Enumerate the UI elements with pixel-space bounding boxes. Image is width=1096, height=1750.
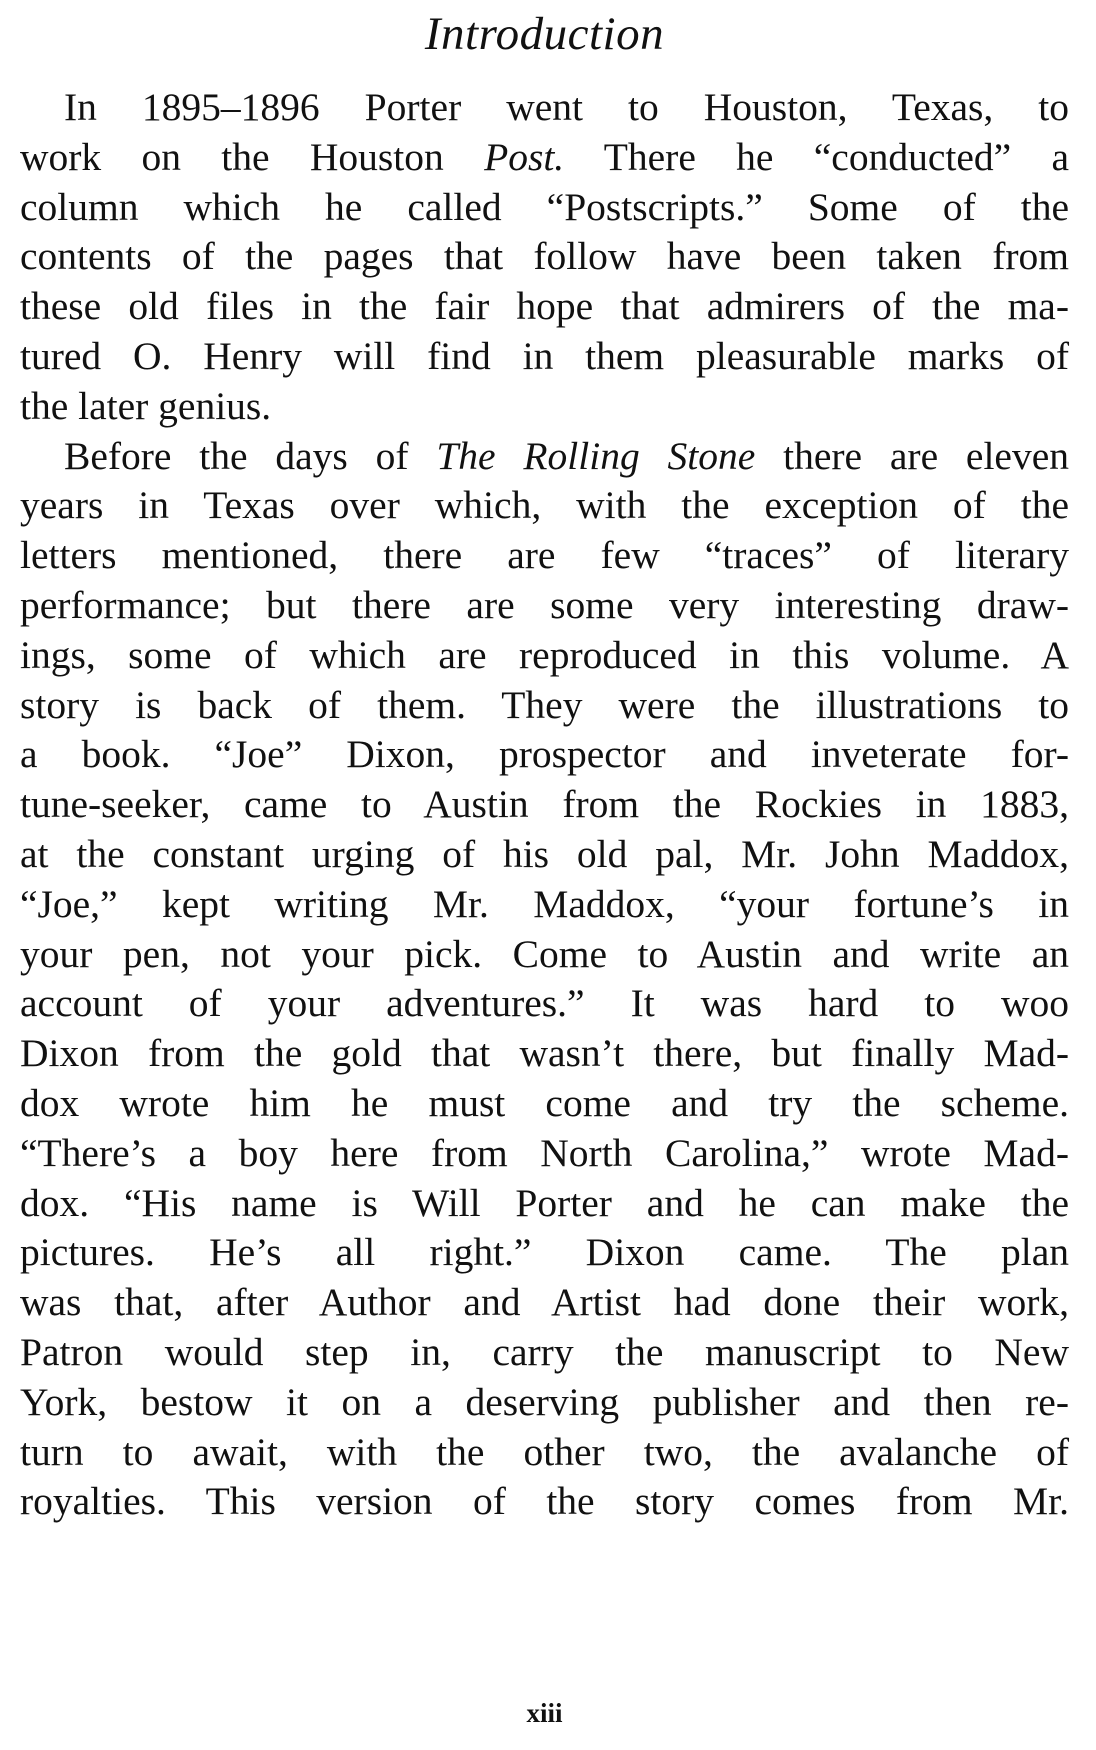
text-run: letters mentioned, there are few “traces” of literary (20, 533, 1069, 578)
text-run: column which he called “Postscripts.” Some of the (20, 184, 1069, 229)
text-run: your pen, not your pick. Come to Austin and write an (20, 931, 1069, 976)
text-run: dox. “His name is Will Porter and he can make the (20, 1180, 1069, 1225)
text-line (20, 1472, 1069, 1530)
text-run: royalties. This version of the story comes from Mr. (20, 1479, 1069, 1524)
italic-text-run: The Rolling Stone (436, 433, 756, 478)
text-run: “Joe,” kept writing Mr. Maddox, “your fortune’s in (20, 881, 1069, 926)
text-run: tured O. Henry will find in them pleasurable marks of (20, 334, 1069, 378)
text-run: turn to await, with the other two, the avalanche of (20, 1429, 1069, 1474)
text-run: was that, after Author and Artist had done their work, (20, 1280, 1069, 1325)
text-run: In 1895–1896 Porter went to Houston, Texas, to (64, 85, 1069, 129)
text-run: these old files in the fair hope that admirers of the ma- (20, 284, 1069, 329)
page-number: xiii (526, 1698, 563, 1728)
text-run: contents of the pages that follow have been taken from (20, 234, 1069, 279)
chapter-title: Introduction (424, 8, 665, 60)
text-run: the later genius. (20, 383, 272, 428)
book-page (20, 0, 1069, 1750)
text-run: tune-seeker, came to Austin from the Rockies in 1883, (20, 782, 1069, 827)
text-run: Before the days of (64, 433, 437, 478)
text-run: there are eleven (755, 433, 1069, 478)
text-run: Dixon from the gold that wasn’t there, but finally Mad- (20, 1031, 1069, 1076)
text-run: account of your adventures.” It was hard to woo (20, 981, 1069, 1026)
text-run: years in Texas over which, with the exception of the (20, 483, 1069, 528)
text-run: story is back of them. They were the illustrations to (20, 682, 1069, 727)
text-run: a book. “Joe” Dixon, prospector and inveterate for- (20, 732, 1069, 777)
text-run: at the constant urging of his old pal, Mr. John Maddox, (20, 832, 1069, 876)
text-run: York, bestow it on a deserving publisher and then re- (20, 1379, 1069, 1424)
text-run: Patron would step in, carry the manuscript to New (20, 1330, 1069, 1374)
text-run: “There’s a boy here from North Carolina,” wrote Mad- (20, 1130, 1069, 1175)
text-run: There he “conducted” a (564, 134, 1069, 179)
text-run: ings, some of which are reproduced in this volume. A (20, 632, 1069, 677)
text-run: dox wrote him he must come and try the scheme. (20, 1081, 1069, 1125)
text-run: performance; but there are some very interesting draw- (20, 583, 1069, 627)
italic-text-run: Post. (484, 134, 565, 179)
text-run: work on the Houston (20, 134, 485, 179)
text-run: pictures. He’s all right.” Dixon came. The plan (20, 1230, 1069, 1275)
